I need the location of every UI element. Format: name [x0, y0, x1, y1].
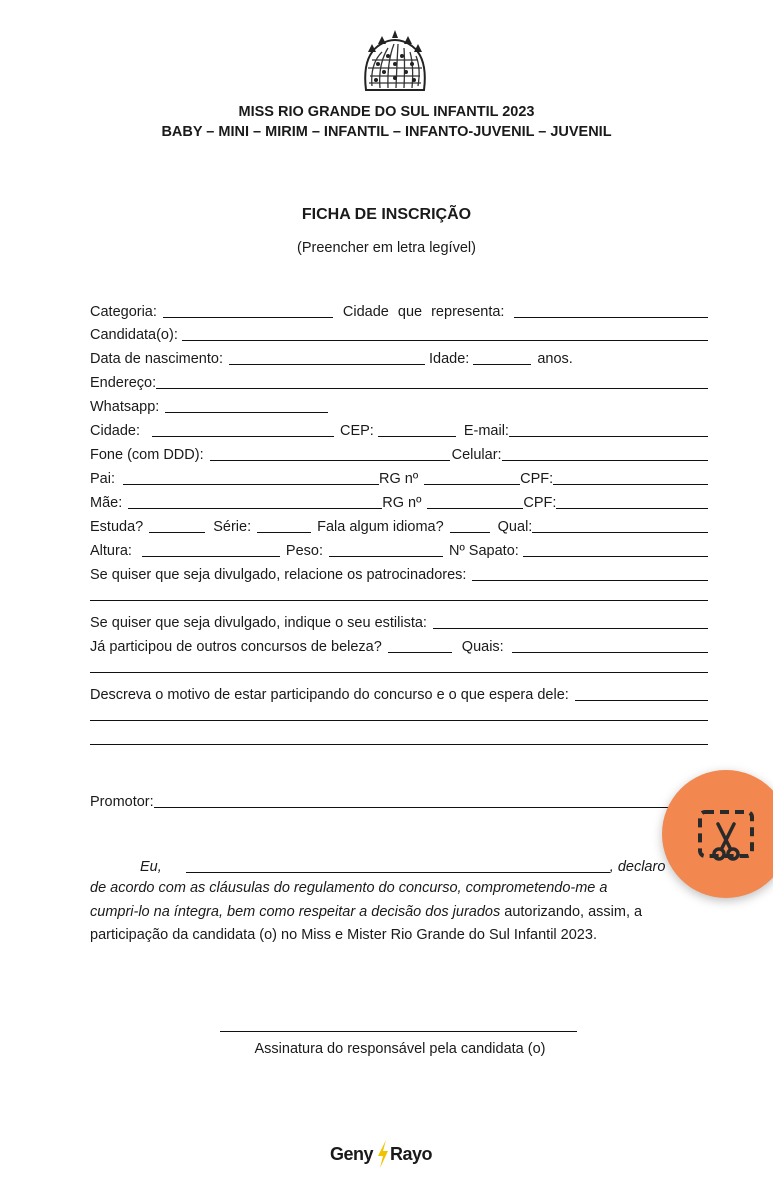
form-subtitle: (Preencher em letra legível) — [297, 240, 476, 256]
label-celular: Celular: — [451, 447, 502, 463]
field-estuda[interactable] — [149, 517, 205, 533]
brand-left: Geny — [330, 1144, 374, 1164]
row-altura — [90, 539, 708, 559]
field-cpf-mae[interactable] — [556, 493, 708, 509]
label-sapato: Nº Sapato: — [449, 543, 519, 559]
field-candidata[interactable] — [182, 325, 708, 341]
label-categoria: Categoria: — [90, 304, 157, 320]
label-participou: Já participou de outros concursos de beleza? — [90, 639, 382, 655]
brand-right: Rayo — [390, 1144, 433, 1164]
field-altura[interactable] — [142, 541, 280, 557]
pageant-crown-logo — [358, 28, 432, 94]
label-cidade: Cidade: — [90, 423, 140, 439]
field-participou[interactable] — [388, 637, 452, 653]
label-email: E-mail: — [463, 423, 509, 439]
declaration-eu: Eu, — [140, 859, 162, 875]
row-estilista — [90, 611, 708, 631]
field-celular[interactable] — [502, 445, 708, 461]
declaration-text — [90, 877, 712, 948]
lightning-icon — [376, 1140, 390, 1168]
row-categoria — [90, 300, 708, 320]
field-fala-idioma[interactable] — [450, 517, 490, 533]
label-patrocinadores: Se quiser que seja divulgado, relacione os patrocinadores: — [90, 567, 467, 583]
label-endereco: Endereço: — [90, 375, 157, 391]
field-rg-mae[interactable] — [427, 493, 523, 509]
field-fone[interactable] — [210, 445, 450, 461]
declaration-line1 — [90, 855, 708, 875]
declaration-declaro: , declaro — [609, 859, 666, 875]
field-cpf-pai[interactable] — [553, 469, 708, 485]
row-patrocinadores — [90, 563, 708, 583]
label-quais: Quais: — [461, 639, 504, 655]
label-mae: Mãe: — [90, 495, 123, 511]
field-serie[interactable] — [257, 517, 311, 533]
field-quais[interactable] — [512, 637, 708, 653]
field-motivo-line3[interactable] — [90, 744, 708, 745]
row-motivo — [90, 683, 708, 703]
field-sapato[interactable] — [523, 541, 708, 557]
field-endereco[interactable] — [156, 373, 708, 389]
signature-label: Assinatura do responsável pela candidata (o) — [254, 1041, 546, 1057]
label-cpf-mae: CPF: — [523, 495, 557, 511]
field-estilista[interactable] — [433, 613, 708, 629]
row-promotor — [90, 790, 708, 810]
declaration-line2: de acordo com as cláusulas do regulamento do concurso, comprometendo-me a — [90, 880, 608, 896]
declaration-line3-normal: autorizando, assim, a — [500, 903, 643, 920]
label-data-nascimento: Data de nascimento: — [90, 351, 223, 367]
label-rg-mae: RG nº — [382, 495, 422, 511]
field-cidade-representa[interactable] — [514, 302, 708, 318]
header-title: MISS RIO GRANDE DO SUL INFANTIL 2023 — [238, 104, 535, 120]
label-serie: Série: — [213, 519, 252, 535]
form-title: FICHA DE INSCRIÇÃO — [301, 206, 472, 223]
label-peso: Peso: — [285, 543, 324, 559]
row-candidata — [90, 323, 708, 343]
field-whatsapp[interactable] — [165, 397, 328, 413]
label-fala-idioma: Fala algum idioma? — [317, 519, 444, 535]
field-patrocinadores[interactable] — [472, 565, 708, 581]
field-cep[interactable] — [378, 421, 456, 437]
field-email[interactable] — [509, 421, 708, 437]
field-promotor[interactable] — [154, 792, 708, 808]
declaration-line4: participação da candidata (o) no Miss e Mister Rio Grande do Sul Infantil 2023. — [90, 927, 597, 943]
field-mae[interactable] — [128, 493, 382, 509]
field-data-nascimento[interactable] — [229, 349, 425, 365]
label-cidade-representa: Cidade que representa: — [342, 304, 505, 320]
row-participou — [90, 635, 708, 655]
field-declarante-nome[interactable] — [186, 857, 610, 873]
field-categoria[interactable] — [163, 302, 333, 318]
label-whatsapp: Whatsapp: — [90, 399, 160, 415]
row-cidade — [90, 419, 708, 439]
label-estilista: Se quiser que seja divulgado, indique o seu estilista: — [90, 615, 427, 631]
row-mae — [90, 491, 708, 511]
label-cpf-pai: CPF: — [520, 471, 554, 487]
brand-logo — [330, 1140, 450, 1170]
label-rg-pai: RG nº — [379, 471, 419, 487]
label-motivo: Descreva o motivo de estar participando do concurso e o que espera dele: — [90, 687, 569, 703]
label-idade: Idade: — [429, 351, 470, 367]
field-motivo-line2[interactable] — [90, 720, 708, 721]
label-anos: anos. — [537, 351, 573, 367]
field-quais-line2[interactable] — [90, 672, 708, 673]
label-qual: Qual: — [497, 519, 533, 535]
label-cep: CEP: — [339, 423, 374, 439]
row-endereco — [90, 371, 708, 391]
declaration-line3-italic: cumpri-lo na íntegra, bem como respeitar a decisão dos jurados — [90, 903, 501, 920]
field-cidade[interactable] — [152, 421, 334, 437]
row-fone — [90, 443, 708, 463]
row-pai — [90, 467, 708, 487]
label-altura: Altura: — [90, 543, 132, 559]
row-data-nascimento — [90, 347, 708, 367]
field-motivo[interactable] — [575, 685, 708, 701]
field-idade[interactable] — [473, 349, 531, 365]
field-peso[interactable] — [329, 541, 443, 557]
header-categories: BABY – MINI – MIRIM – INFANTIL – INFANTO-JUVENIL – JUVENIL — [161, 124, 612, 140]
row-whatsapp — [90, 395, 708, 415]
screenshot-scissors-icon — [696, 808, 756, 866]
label-pai: Pai: — [90, 471, 115, 487]
signature-line[interactable] — [220, 1031, 577, 1032]
row-estuda — [90, 515, 708, 535]
field-qual[interactable] — [532, 517, 708, 533]
field-rg-pai[interactable] — [424, 469, 520, 485]
label-estuda: Estuda? — [90, 519, 144, 535]
label-candidata: Candidata(o): — [90, 327, 178, 343]
label-fone: Fone (com DDD): — [90, 447, 204, 463]
field-pai[interactable] — [123, 469, 379, 485]
field-patrocinadores-line2[interactable] — [90, 600, 708, 601]
label-promotor: Promotor: — [90, 794, 154, 810]
